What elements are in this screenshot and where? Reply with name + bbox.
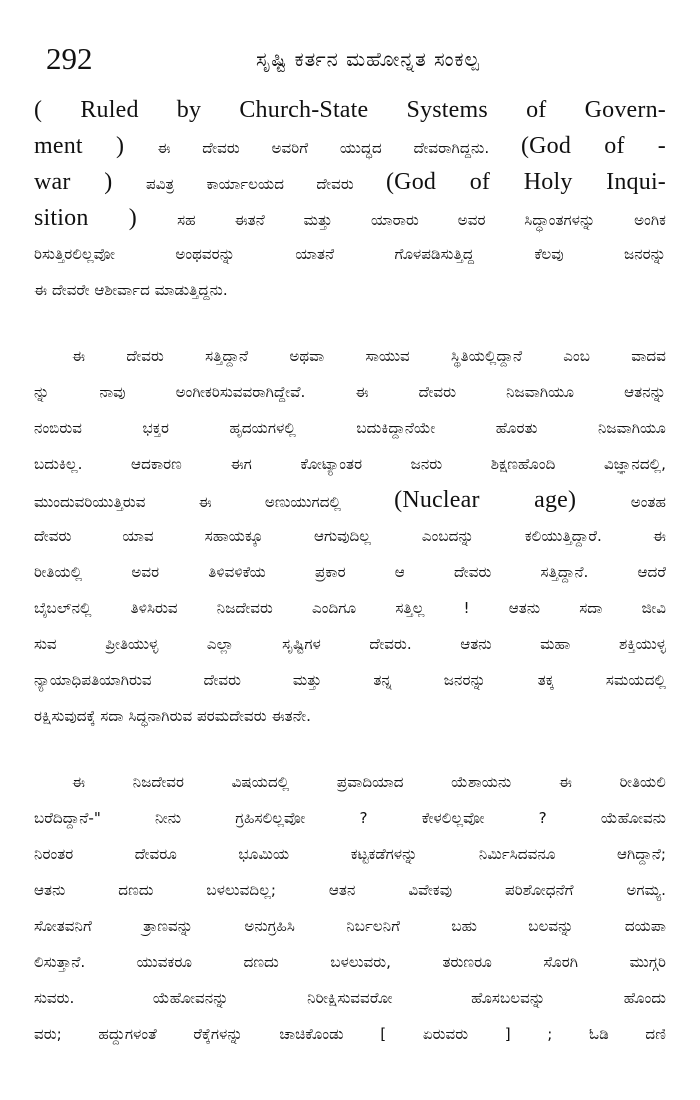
paragraph-2 bbox=[34, 338, 666, 734]
paragraph-1 bbox=[34, 92, 666, 308]
kannada-text: ಸಹ ಈತನೆ ಮತ್ತು ಯಾರಾರು ಅವರ ಸಿದ್ಧಾಂತಗಳನ್ನು ಅಂಗಿಕ bbox=[177, 211, 666, 229]
text-line: ರಿಸುತ್ತಿರಲಿಲ್ಲವೋ ಅಂಥವರನ್ನು ಯಾತನೆ ಗೊಳಪಡಿಸುತ್ತಿದ್ದ ಕೆಲವು ಜನರನ್ನು bbox=[34, 245, 666, 263]
english-text: (God of - bbox=[520, 133, 666, 159]
text-line: ನ್ಯಾಯಾಧಿಪತಿಯಾಗಿರುವ ದೇವರು ಮತ್ತು ತನ್ನ ಜನರನ್ನು ತಕ್ಕ ಸಮಯದಲ್ಲಿ bbox=[34, 671, 666, 689]
text-line: ಬರೆದಿದ್ದಾನೆ-" ನೀನು ಗ್ರಹಿಸಲಿಲ್ಲವೋ ? ಕೇಳಲಿಲ್ಲವೋ ? ಯೆಹೋವನು bbox=[34, 809, 666, 827]
text-line: ನಿರಂತರ ದೇವರೂ ಭೂಮಿಯ ಕಟ್ಟಕಡೆಗಳನ್ನು ನಿರ್ಮಿಸಿದವನೂ ಆಗಿದ್ದಾನೆ; bbox=[34, 845, 666, 863]
text-line: ಈ ನಿಜದೇವರ ವಿಷಯದಲ್ಲಿ ಪ್ರವಾದಿಯಾದ ಯೆಶಾಯನು ಈ ರೀತಿಯಲಿ bbox=[72, 773, 666, 791]
kannada-text: ಪವಿತ್ರ ಕಾರ್ಯಾಲಯದ ದೇವರು bbox=[146, 175, 386, 193]
text-line bbox=[34, 164, 666, 200]
running-header bbox=[34, 40, 666, 84]
english-text: (God of Holy Inqui- bbox=[385, 169, 666, 195]
kannada-text: ಅಂತಹ bbox=[630, 493, 666, 511]
text-line: ರೀತಿಯಲ್ಲಿ ಅವರ ತಿಳಿವಳಿಕೆಯ ಪ್ರಕಾರ ಆ ದೇವರು ಸತ್ತಿದ್ದಾನೆ. ಆದರೆ bbox=[34, 563, 666, 581]
text-line: ಈ ದೇವರು ಸತ್ತಿದ್ದಾನೆ ಅಥವಾ ಸಾಯುವ ಸ್ಥಿತಿಯಲ್ಲಿದ್ದಾನೆ ಎಂಬ ವಾದವ bbox=[72, 347, 666, 365]
english-text: ment ) bbox=[34, 133, 158, 159]
running-title: ಸೃಷ್ಟಿ ಕರ್ತನ ಮಹೋನ್ನತ ಸಂಕಲ್ಪ bbox=[256, 47, 481, 71]
text-line: ಬೈಬಲ್‌ನಲ್ಲಿ ತಿಳಿಸಿರುವ ನಿಜದೇವರು ಎಂದಿಗೂ ಸತ್ತಿಲ್ಲ ! ಆತನು ಸದಾ ಜೀವಿ bbox=[34, 599, 666, 617]
text-line: ಆತನು ದಣದು ಬಳಲುವದಿಲ್ಲ; ಆತನ ವಿವೇಕವು ಪರಿಶೋಧನೆಗೆ ಅಗಮ್ಯ. bbox=[34, 881, 666, 899]
english-text: war ) bbox=[34, 169, 147, 195]
text-line bbox=[34, 482, 666, 518]
text-line: ನ್ನು ನಾವು ಅಂಗೀಕರಿಸುವವರಾಗಿದ್ದೇವೆ. ಈ ದೇವರು ನಿಜವಾಗಿಯೂ ಆತನನ್ನು bbox=[34, 383, 666, 401]
english-text: (Nuclear age) bbox=[394, 487, 631, 513]
text-line: ರಕ್ಷಿಸುವುದಕ್ಕೆ ಸದಾ ಸಿದ್ಧನಾಗಿರುವ ಪರಮದೇವರು ಈತನೇ. bbox=[34, 707, 311, 725]
text-line bbox=[34, 200, 666, 236]
text-line: ಸೋತವನಿಗೆ ತ್ರಾಣವನ್ನು ಅನುಗ್ರಹಿಸಿ ನಿರ್ಬಲನಿಗೆ ಬಹು ಬಲವನ್ನು ದಯಪಾ bbox=[34, 917, 666, 935]
text-line: ವರು; ಹದ್ದುಗಳಂತೆ ರೆಕ್ಕೆಗಳನ್ನು ಚಾಚಿಕೊಂಡು [ ಏರುವರು ] ; ಓಡಿ ದಣಿ bbox=[34, 1025, 666, 1043]
english-text: ( Ruled by Church-State Systems of Govern- bbox=[34, 97, 666, 123]
kannada-text: ಮುಂದುವರಿಯುತ್ತಿರುವ ಈ ಅಣುಯುಗದಲ್ಲಿ bbox=[34, 493, 395, 511]
kannada-text: ಈ ದೇವರು ಅವರಿಗೆ ಯುದ್ಧದ ದೇವರಾಗಿದ್ದನು. bbox=[157, 139, 521, 157]
text-line: ಸುವರು. ಯೆಹೋವನನ್ನು ನಿರೀಕ್ಷಿಸುವವರೋ ಹೊಸಬಲವನ್ನು ಹೊಂದು bbox=[34, 989, 666, 1007]
paragraph-3 bbox=[34, 764, 666, 1052]
page-number: 292 bbox=[46, 41, 93, 76]
text-line: ಸುವ ಪ್ರೀತಿಯುಳ್ಳ ಎಲ್ಲಾ ಸೃಷ್ಟಿಗಳ ದೇವರು. ಆತನು ಮಹಾ ಶಕ್ತಿಯುಳ್ಳ bbox=[34, 635, 666, 653]
text-line bbox=[34, 92, 666, 128]
text-line: ಬದುಕಿಲ್ಲ. ಆದಕಾರಣ ಈಗ ಕೋಟ್ಯಾಂತರ ಜನರು ಶಿಕ್ಷಣಹೊಂದಿ ವಿಜ್ಞಾನದಲ್ಲಿ, bbox=[34, 455, 666, 473]
english-text: sition ) bbox=[34, 205, 178, 231]
text-line: ಈ ದೇವರೇ ಆಶೀರ್ವಾದ ಮಾಡುತ್ತಿದ್ದನು. bbox=[34, 281, 228, 299]
text-line: ನಂಬಿರುವ ಭಕ್ತರ ಹೃದಯಗಳಲ್ಲಿ ಬದುಕಿದ್ದಾನೆಯೇ ಹೊರತು ನಿಜವಾಗಿಯೂ bbox=[34, 419, 666, 437]
text-line bbox=[34, 128, 666, 164]
text-line: ಲಿಸುತ್ತಾನೆ. ಯುವಕರೂ ದಣದು ಬಳಲುವರು, ತರುಣರೂ ಸೊರಗಿ ಮುಗ್ಗರಿ bbox=[34, 953, 666, 971]
text-line: ದೇವರು ಯಾವ ಸಹಾಯಕ್ಕೂ ಆಗುವುದಿಲ್ಲ ಎಂಬದನ್ನು ಕಲಿಯುತ್ತಿದ್ದಾರೆ. ಈ bbox=[34, 527, 666, 545]
